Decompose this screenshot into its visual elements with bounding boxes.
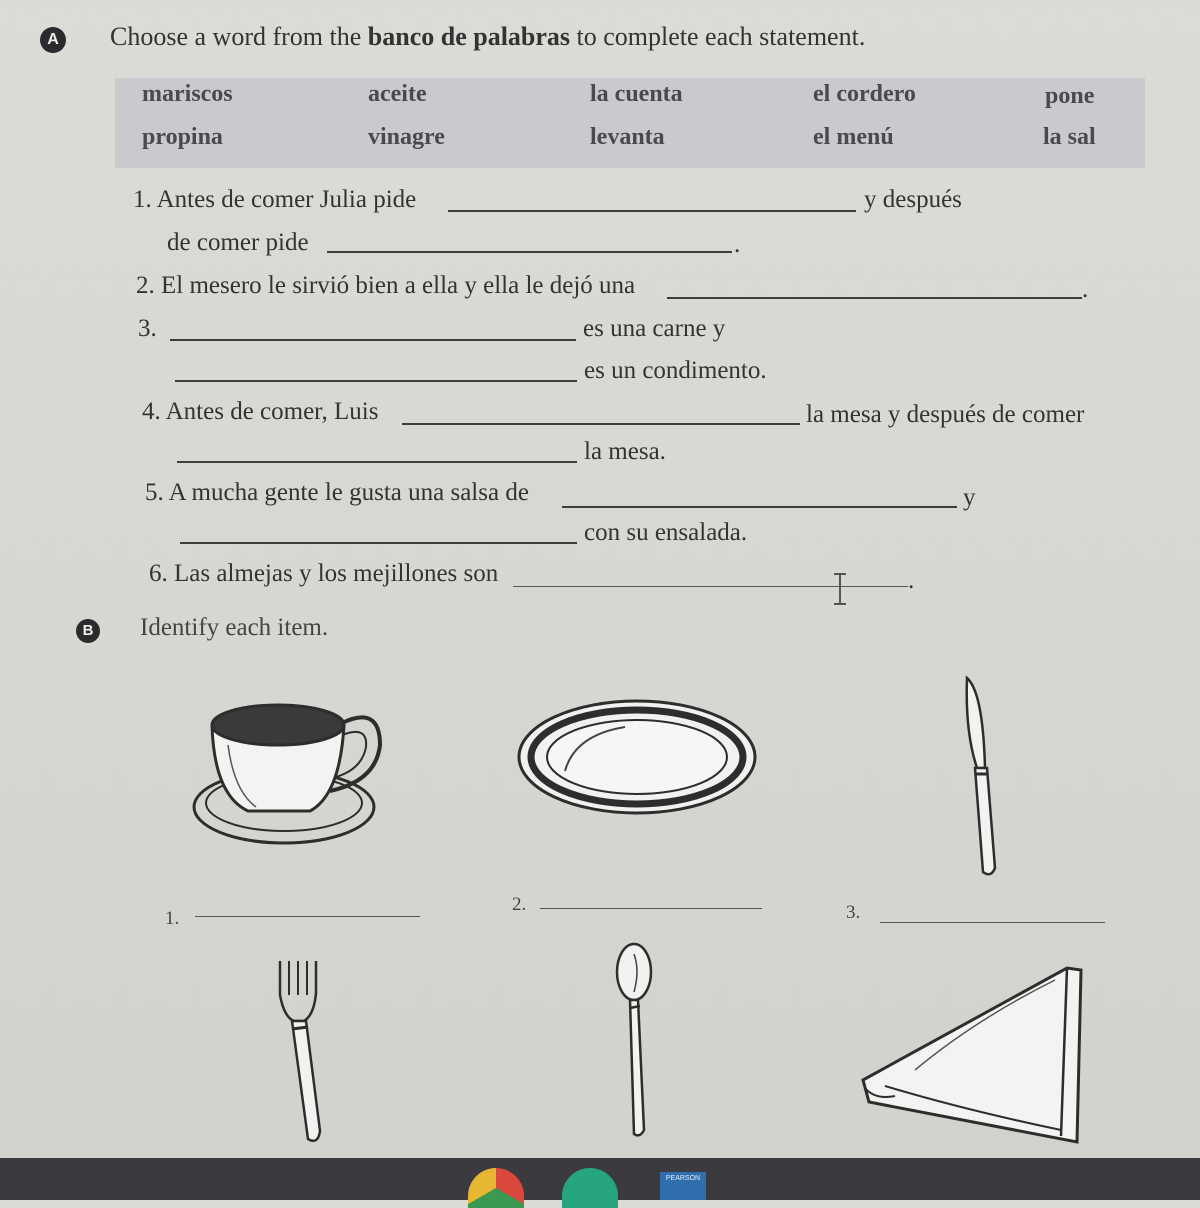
q5-blank-2[interactable]: [180, 542, 577, 544]
instruction-bold: banco de palabras: [367, 22, 571, 51]
q3-blank-2[interactable]: [175, 380, 577, 382]
section-a-badge: A: [40, 27, 66, 53]
q4-blank-1[interactable]: [402, 423, 800, 425]
word-bank-item: propina: [142, 124, 223, 150]
pearson-label: PEARSON: [665, 1175, 701, 1182]
q6-text: 6. Las almejas y los mejillones son: [149, 560, 499, 587]
fork-icon: [270, 955, 330, 1150]
word-bank-item: vinagre: [368, 124, 445, 150]
q1-text: 1. Antes de comer Julia pide: [133, 186, 417, 213]
q2-blank[interactable]: [667, 297, 1082, 299]
q1-blank-1[interactable]: [448, 210, 856, 212]
item-1-number: 1.: [165, 908, 180, 929]
q5-text-3: con su ensalada.: [584, 519, 748, 546]
word-bank-item: la sal: [1043, 124, 1096, 150]
q2-text: 2. El mesero le sirvió bien a ella y ella le dejó una: [136, 272, 636, 299]
section-b-instruction: Identify each item.: [140, 614, 329, 641]
item-2-blank[interactable]: [540, 908, 762, 909]
word-bank: [115, 78, 1145, 168]
q3-text: es una carne y: [583, 315, 726, 342]
word-bank-item: levanta: [590, 124, 665, 150]
instruction-text-end: to complete each statement.: [576, 22, 866, 51]
q3-number: 3.: [138, 315, 157, 342]
instruction-text: Choose a word from the: [110, 22, 362, 51]
section-b-badge: B: [76, 619, 100, 643]
q5-blank-1[interactable]: [562, 506, 957, 508]
section-a-instruction: [110, 22, 865, 52]
q4-text-2: la mesa y después de comer: [806, 401, 1085, 428]
item-3-number: 3.: [846, 902, 861, 923]
q5-text: 5. A mucha gente le gusta una salsa de: [145, 479, 529, 506]
q2-period: .: [1082, 276, 1089, 303]
cup-and-saucer-icon: [190, 695, 390, 855]
word-bank-item: aceite: [368, 81, 427, 107]
q3-text-2: es un condimento.: [584, 357, 767, 384]
q6-period: .: [908, 567, 915, 594]
q1-text-3: de comer pide: [167, 229, 309, 256]
word-bank-item: pone: [1045, 83, 1095, 109]
word-bank-item: la cuenta: [590, 81, 683, 107]
plate-icon: [515, 695, 760, 820]
word-bank-item: mariscos: [142, 81, 233, 107]
text-cursor-icon: [830, 572, 850, 608]
q1-blank-2[interactable]: [327, 251, 732, 253]
napkin-icon: [855, 960, 1090, 1150]
item-3-blank[interactable]: [880, 922, 1105, 923]
spoon-icon: [610, 942, 660, 1142]
q1-text-2: y después: [864, 186, 962, 213]
word-bank-item: el menú: [813, 124, 894, 150]
q4-text-3: la mesa.: [584, 438, 666, 465]
word-bank-item: el cordero: [813, 81, 916, 107]
q3-blank-1[interactable]: [170, 339, 576, 341]
q4-text: 4. Antes de comer, Luis: [142, 398, 379, 425]
pearson-icon[interactable]: [660, 1172, 706, 1200]
item-1-blank[interactable]: [195, 916, 420, 917]
item-2-number: 2.: [512, 894, 527, 915]
knife-icon: [955, 672, 1005, 882]
q5-text-2: y: [963, 484, 976, 511]
q1-period: .: [734, 231, 741, 258]
q4-blank-2[interactable]: [177, 461, 577, 463]
